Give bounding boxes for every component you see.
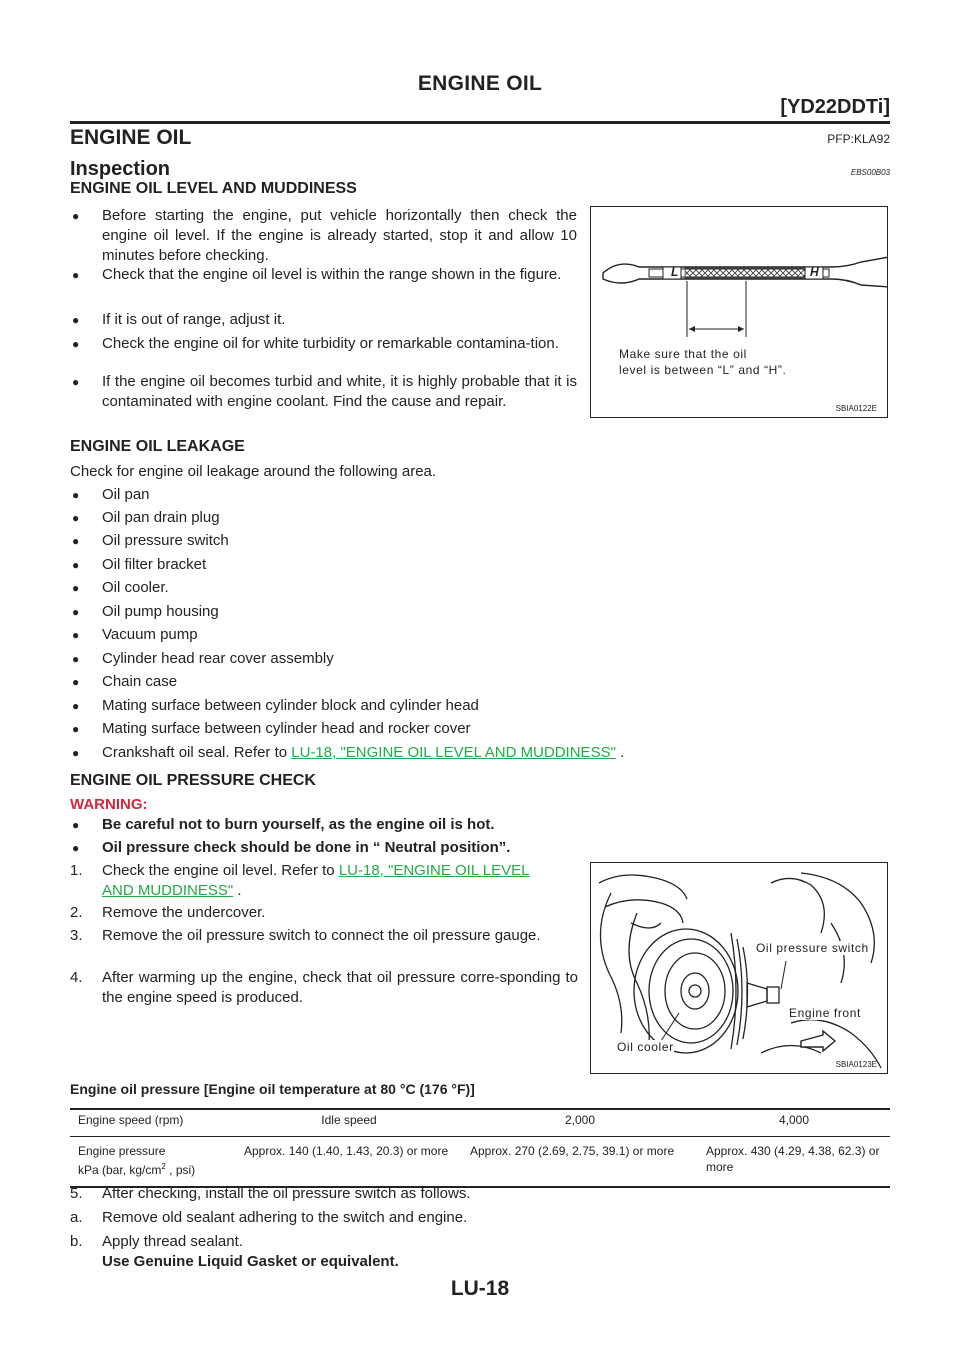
bullet-icon: ● [72,675,80,689]
table-title: Engine oil pressure [Engine oil temperature at 80 °C (176 °F)] [70,1081,475,1097]
bullet-icon: ● [72,746,80,760]
engine-front-label: Engine front [789,1006,861,1020]
inspection-title: Inspection [70,158,171,180]
bullet-icon: ● [72,628,80,642]
step-1: 1. Check the engine oil level. Refer to LU-18, "ENGINE OIL LEVEL AND MUDDINESS" . [70,862,530,899]
table-row-label: Engine pressure kPa (bar, $kg/cm^2$ , psi) [70,1137,236,1188]
dipstick-figure [590,206,888,418]
bullet-icon: ● [72,581,80,595]
table-header: 4,000 [698,1109,890,1137]
header-divider [70,121,890,124]
leakage-item: ● Mating surface between cylinder block and cylinder head [72,697,479,714]
leakage-intro: Check for engine oil leakage around the following area. [70,463,437,480]
dipstick-caption-2: level is between “L” and “H”. [619,363,787,377]
page-header-title: ENGINE OIL [417,72,543,95]
leakage-item: ● Oil cooler. [72,579,169,596]
bullet-icon: ● [72,605,80,619]
mark-l: L [671,265,679,279]
figure-code: SBIA0122E [835,404,877,413]
level-heading: ENGINE OIL LEVEL AND MUDDINESS [70,180,357,197]
bullet-icon: ● [72,337,80,351]
leakage-item-crankshaft: ● Crankshaft oil seal. Refer to LU-18, "ENGINE OIL LEVEL AND MUDDINESS" . [72,744,625,761]
table-header-row [70,1109,890,1137]
warning-label: WARNING: [70,796,148,813]
level-bullet-3: ● If it is out of range, adjust it. [72,311,286,328]
level-bullet-2: ● Check that the engine oil level is within the range shown in the figure. [72,266,562,283]
bullet-icon: ● [72,313,80,327]
level-bullet-1: ● Before starting the engine, put vehicle horizontally then check the engine oil level. If the engine is already started, stop it and allow 10 minutes before checking. [72,207,577,264]
bullet-icon: ● [72,841,80,855]
bullet-icon: ● [72,722,80,736]
step-3: 3. Remove the oil pressure switch to connect the oil pressure gauge. [70,927,541,944]
oil-pressure-switch-label: Oil pressure switch [756,941,869,955]
section-code: PFP:KLA92 [827,132,890,146]
figure-code: SBIA0123E [835,1060,877,1069]
warning-item-1: ● Be careful not to burn yourself, as the engine oil is hot. [72,816,495,833]
bullet-icon: ● [72,652,80,666]
table-header: Idle speed [236,1109,462,1137]
dipstick-illustration [591,207,888,418]
oil-cooler-label: Oil cooler [617,1040,674,1054]
pressure-heading: ENGINE OIL PRESSURE CHECK [70,772,316,789]
step-2: 2. Remove the undercover. [70,904,266,921]
step1-ref-link-cont[interactable]: AND MUDDINESS" [102,882,234,899]
inspection-code: EBS00B03 [850,168,890,177]
bullet-icon: ● [72,558,80,572]
dipstick-caption-1: Make sure that the oil [619,347,747,361]
table-header: 2,000 [462,1109,698,1137]
leakage-item: ● Oil pan drain plug [72,509,220,526]
table-header: Engine speed (rpm) [70,1109,236,1137]
level-bullet-4: ● Check the engine oil for white turbidity or remarkable contamina-tion. [72,335,559,352]
leakage-item: ● Vacuum pump [72,626,198,643]
leakage-heading: ENGINE OIL LEAKAGE [70,438,245,455]
leakage-item: ● Oil filter bracket [72,556,207,573]
level-bullet-5: ● If the engine oil becomes turbid and white, it is highly probable that it is contaminated with engine coolant. Find the cause and repair. [72,373,577,410]
page-number: LU-18 [450,1277,510,1300]
model-code: [YD22DDTi] [780,96,890,118]
leakage-item: ● Chain case [72,673,178,690]
bullet-icon: ● [72,534,80,548]
step-5: 5. After checking, install the oil pressure switch as follows. [70,1185,471,1202]
table-cell: Approx. 270 (2.69, 2.75, 39.1) or more [462,1137,698,1188]
mark-h: H [810,265,819,279]
step-a: a. Remove old sealant adhering to the switch and engine. [70,1209,468,1226]
leakage-item: ● Cylinder head rear cover assembly [72,650,334,667]
leakage-item: ● Oil pump housing [72,603,219,620]
leakage-item: ● Mating surface between cylinder head and rocker cover [72,720,471,737]
table-cell: Approx. 140 (1.40, 1.43, 20.3) or more [236,1137,462,1188]
step-b: b. Apply thread sealant. Use Genuine Liquid Gasket or equivalent. [70,1233,399,1270]
leakage-item: ● Oil pan [72,486,150,503]
step-4: 4. After warming up the engine, check that oil pressure corre-sponding to the engine speed is produced. [70,969,578,1006]
table-cell: Approx. 430 (4.29, 4.38, 62.3) or more [698,1137,890,1188]
section-title: ENGINE OIL [70,126,192,149]
step1-ref-link[interactable]: LU-18, "ENGINE OIL LEVEL [338,862,530,879]
bullet-icon: ● [72,209,80,223]
crankshaft-ref-link[interactable]: LU-18, "ENGINE OIL LEVEL AND MUDDINESS" [291,744,616,761]
bullet-icon: ● [72,818,80,832]
leakage-item: ● Oil pressure switch [72,532,229,549]
bullet-icon: ● [72,488,80,502]
oil-cooler-figure [590,862,888,1074]
table-row [70,1137,890,1188]
bullet-icon: ● [72,268,80,282]
oil-pressure-table [70,1108,890,1188]
warning-item-2: ● Oil pressure check should be done in “ Neutral position”. [72,839,511,856]
bullet-icon: ● [72,375,80,389]
bullet-icon: ● [72,511,80,525]
bullet-icon: ● [72,699,80,713]
